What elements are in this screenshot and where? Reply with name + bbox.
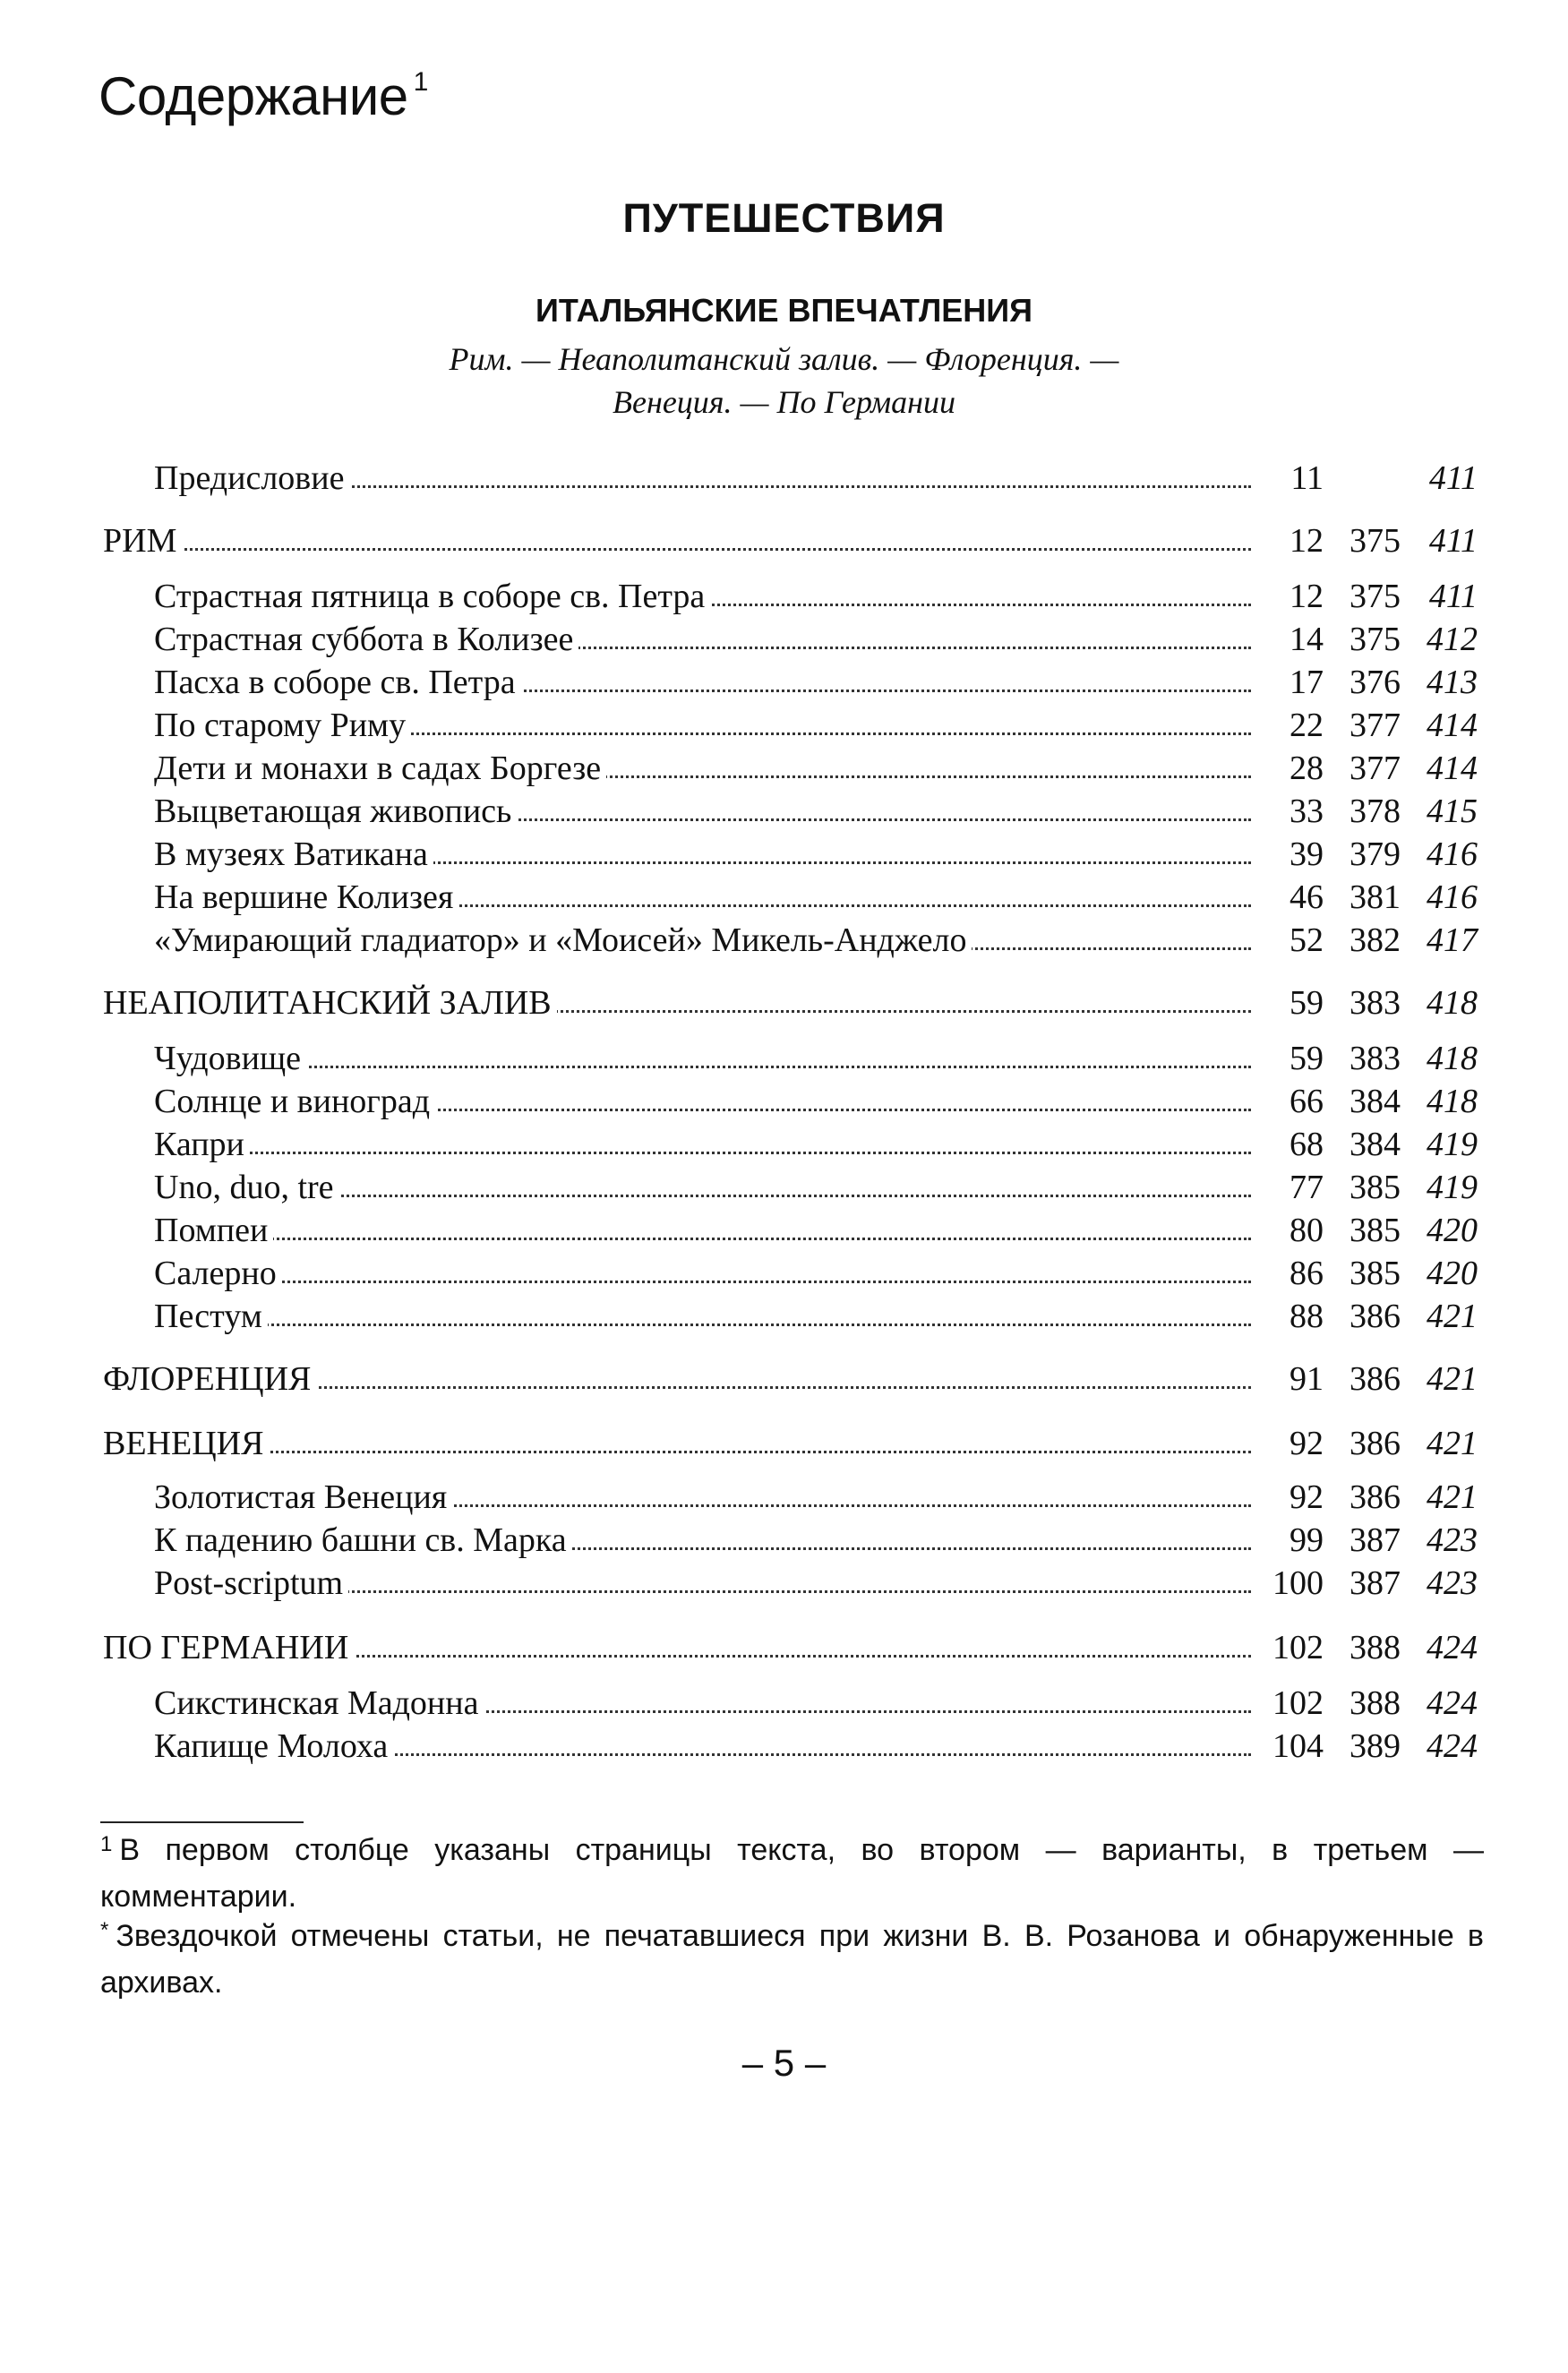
toc-variant-page: 376	[1350, 664, 1401, 701]
toc-entry-title: ФЛОРЕНЦИЯ	[103, 1358, 316, 1401]
contents-heading-text: Содержание	[99, 66, 408, 126]
toc-entry-title: Выцветающая живопись	[154, 790, 517, 833]
toc-comment-page: 418	[1427, 1040, 1478, 1077]
toc-comment-page: 419	[1427, 1169, 1478, 1206]
toc-entry	[0, 704, 1568, 747]
toc-comment-page: 416	[1427, 835, 1478, 873]
toc-leader-dots	[154, 1281, 1251, 1283]
toc-entry-title: Uno, duo, tre	[154, 1166, 339, 1209]
toc-entry	[0, 790, 1568, 833]
toc-entry-title: Салерно	[154, 1252, 282, 1295]
toc-variant-page: 386	[1350, 1298, 1401, 1335]
toc-variant-page: 381	[1350, 878, 1401, 916]
toc-variant-page: 387	[1350, 1521, 1401, 1559]
toc-variant-page: 386	[1350, 1478, 1401, 1516]
toc-variant-page: 386	[1350, 1425, 1401, 1462]
toc-variant-page: 377	[1350, 750, 1401, 787]
toc-text-page: 100	[1272, 1564, 1324, 1602]
toc-entry	[0, 1422, 1568, 1465]
toc-comment-page: 424	[1427, 1629, 1478, 1666]
toc-entry-title: Золотистая Венеция	[154, 1476, 452, 1519]
toc-entry-title: ВЕНЕЦИЯ	[103, 1422, 269, 1465]
toc-text-page: 59	[1290, 984, 1324, 1022]
toc-entry	[0, 1476, 1568, 1519]
section-subtitle-line-1: Рим. — Неаполитанский залив. — Флоренция. —	[449, 341, 1119, 377]
toc-entry	[0, 1295, 1568, 1338]
toc-entry-title: К падению башни св. Марка	[154, 1519, 572, 1562]
toc-entry	[0, 1519, 1568, 1562]
footnote-2	[100, 1915, 1484, 2004]
page-number: – 5 –	[741, 2042, 827, 2084]
toc-comment-page: 411	[1428, 459, 1478, 497]
toc-variant-page: 384	[1350, 1083, 1401, 1120]
toc-entry-title: Пасха в соборе св. Петра	[154, 661, 521, 704]
toc-entry	[0, 1358, 1568, 1401]
footnote-2-text: Звездочкой отмечены статьи, не печатавшиеся при жизни В. В. Розанова и обнаруженные в архивах.	[100, 1919, 1484, 2000]
toc-entry	[0, 1252, 1568, 1295]
toc-entry-title: «Умирающий гладиатор» и «Моисей» Микель-Анджело	[154, 919, 972, 962]
toc-text-page: 102	[1272, 1684, 1324, 1722]
toc-entry-title: На вершине Колизея	[154, 876, 458, 919]
toc-text-page: 80	[1290, 1212, 1324, 1249]
toc-comment-page: 424	[1427, 1684, 1478, 1722]
toc-entry-title: НЕАПОЛИТАНСКИЙ ЗАЛИВ	[103, 981, 557, 1024]
toc-comment-page: 420	[1427, 1212, 1478, 1249]
toc-text-page: 66	[1290, 1083, 1324, 1120]
toc-text-page: 102	[1272, 1629, 1324, 1666]
toc-leader-dots	[154, 1066, 1251, 1068]
toc-entry-title: Чудовище	[154, 1037, 306, 1080]
toc-entry	[0, 1562, 1568, 1605]
toc-entry-title: Страстная суббота в Колизее	[154, 618, 578, 661]
footnote-2-mark: *	[100, 1918, 109, 1942]
toc-variant-page: 382	[1350, 921, 1401, 959]
toc-entry	[0, 747, 1568, 790]
toc-comment-page: 423	[1427, 1564, 1478, 1602]
toc-comment-page: 423	[1427, 1521, 1478, 1559]
toc-leader-dots	[154, 1152, 1251, 1154]
toc-entry	[0, 876, 1568, 919]
toc-entry-title: ПО ГЕРМАНИИ	[103, 1626, 354, 1669]
toc-entry	[0, 1037, 1568, 1080]
toc-comment-page: 418	[1427, 984, 1478, 1022]
toc-entry-title: Предисловие	[154, 457, 349, 500]
toc-entry	[0, 457, 1568, 500]
toc-text-page: 52	[1290, 921, 1324, 959]
toc-comment-page: 415	[1427, 792, 1478, 830]
toc-entry-title: По старому Риму	[154, 704, 411, 747]
toc-text-page: 11	[1290, 459, 1324, 497]
part-title: ПУТЕШЕСТВИЯ	[622, 195, 946, 241]
toc-entry-title: Капри	[154, 1123, 250, 1166]
toc-text-page: 91	[1290, 1360, 1324, 1398]
toc-entry-title: Капище Молоха	[154, 1725, 393, 1768]
toc-text-page: 86	[1290, 1255, 1324, 1292]
toc-leader-dots	[154, 1238, 1251, 1240]
toc-entry	[0, 661, 1568, 704]
toc-variant-page: 385	[1350, 1169, 1401, 1206]
toc-comment-page: 420	[1427, 1255, 1478, 1292]
toc-text-page: 39	[1290, 835, 1324, 873]
toc-text-page: 92	[1290, 1478, 1324, 1516]
toc-entry-title: Сикстинская Мадонна	[154, 1682, 484, 1725]
toc-variant-page: 378	[1350, 792, 1401, 830]
toc-entry	[0, 1123, 1568, 1166]
toc-entry	[0, 1080, 1568, 1123]
toc-comment-page: 413	[1427, 664, 1478, 701]
toc-entry	[0, 919, 1568, 962]
toc-entry	[0, 1682, 1568, 1725]
toc-text-page: 68	[1290, 1126, 1324, 1163]
toc-entry	[0, 1209, 1568, 1252]
toc-entry	[0, 1166, 1568, 1209]
toc-text-page: 28	[1290, 750, 1324, 787]
toc-entry	[0, 618, 1568, 661]
toc-entry-title: Страстная пятница в соборе св. Петра	[154, 575, 710, 618]
toc-variant-page: 385	[1350, 1212, 1401, 1249]
toc-variant-page: 375	[1350, 621, 1401, 658]
toc-comment-page: 424	[1427, 1727, 1478, 1765]
toc-text-page: 14	[1290, 621, 1324, 658]
toc-entry	[0, 1626, 1568, 1669]
toc-text-page: 77	[1290, 1169, 1324, 1206]
toc-variant-page: 383	[1350, 984, 1401, 1022]
toc-text-page: 33	[1290, 792, 1324, 830]
toc-comment-page: 417	[1427, 921, 1478, 959]
footnote-1-mark: 1	[100, 1832, 113, 1856]
toc-entry	[0, 575, 1568, 618]
toc-entry-title: В музеях Ватикана	[154, 833, 433, 876]
toc-text-page: 104	[1272, 1727, 1324, 1765]
toc-comment-page: 411	[1428, 522, 1478, 560]
toc-entry	[0, 1725, 1568, 1768]
section-subtitle-line-2: Венеция. — По Германии	[613, 384, 955, 420]
footnote-divider	[100, 1821, 304, 1823]
toc-entry	[0, 981, 1568, 1024]
toc-entry-title: Post-scriptum	[154, 1562, 348, 1605]
toc-comment-page: 421	[1427, 1360, 1478, 1398]
toc-text-page: 12	[1290, 522, 1324, 560]
toc-variant-page: 377	[1350, 707, 1401, 744]
toc-leader-dots	[103, 548, 1251, 551]
footnote-reference-mark: 1	[413, 67, 428, 97]
toc-comment-page: 412	[1427, 621, 1478, 658]
footnote-1-text: В первом столбце указаны страницы текста, во втором — варианты, в третьем — комментарии.	[100, 1833, 1484, 1914]
toc-entry-title: РИМ	[103, 519, 182, 562]
section-title: ИТАЛЬЯНСКИЕ ВПЕЧАТЛЕНИЯ	[535, 292, 1033, 329]
toc-comment-page: 419	[1427, 1126, 1478, 1163]
toc-variant-page: 386	[1350, 1360, 1401, 1398]
toc-variant-page: 388	[1350, 1629, 1401, 1666]
toc-text-page: 22	[1290, 707, 1324, 744]
toc-comment-page: 411	[1428, 578, 1478, 615]
toc-leader-dots	[103, 1451, 1251, 1453]
toc-text-page: 99	[1290, 1521, 1324, 1559]
toc-entry	[0, 519, 1568, 562]
toc-variant-page: 385	[1350, 1255, 1401, 1292]
toc-variant-page: 389	[1350, 1727, 1401, 1765]
toc-variant-page: 384	[1350, 1126, 1401, 1163]
footnote-1	[100, 1829, 1484, 1918]
toc-variant-page: 383	[1350, 1040, 1401, 1077]
contents-heading	[99, 66, 428, 126]
toc-text-page: 17	[1290, 664, 1324, 701]
toc-comment-page: 421	[1427, 1425, 1478, 1462]
toc-text-page: 88	[1290, 1298, 1324, 1335]
toc-entry-title: Пестум	[154, 1295, 268, 1338]
toc-text-page: 46	[1290, 878, 1324, 916]
toc-text-page: 59	[1290, 1040, 1324, 1077]
toc-comment-page: 414	[1427, 707, 1478, 744]
toc-leader-dots	[154, 1324, 1251, 1326]
toc-comment-page: 421	[1427, 1478, 1478, 1516]
toc-entry-title: Помпеи	[154, 1209, 273, 1252]
toc-variant-page: 375	[1350, 522, 1401, 560]
toc-text-page: 12	[1290, 578, 1324, 615]
toc-entry-title: Дети и монахи в садах Боргезе	[154, 747, 606, 790]
toc-comment-page: 416	[1427, 878, 1478, 916]
toc-variant-page: 379	[1350, 835, 1401, 873]
toc-text-page: 92	[1290, 1425, 1324, 1462]
toc-entry-title: Солнце и виноград	[154, 1080, 435, 1123]
toc-entry	[0, 833, 1568, 876]
toc-variant-page: 388	[1350, 1684, 1401, 1722]
toc-variant-page: 375	[1350, 578, 1401, 615]
toc-comment-page: 421	[1427, 1298, 1478, 1335]
toc-variant-page: 387	[1350, 1564, 1401, 1602]
toc-comment-page: 418	[1427, 1083, 1478, 1120]
toc-comment-page: 414	[1427, 750, 1478, 787]
